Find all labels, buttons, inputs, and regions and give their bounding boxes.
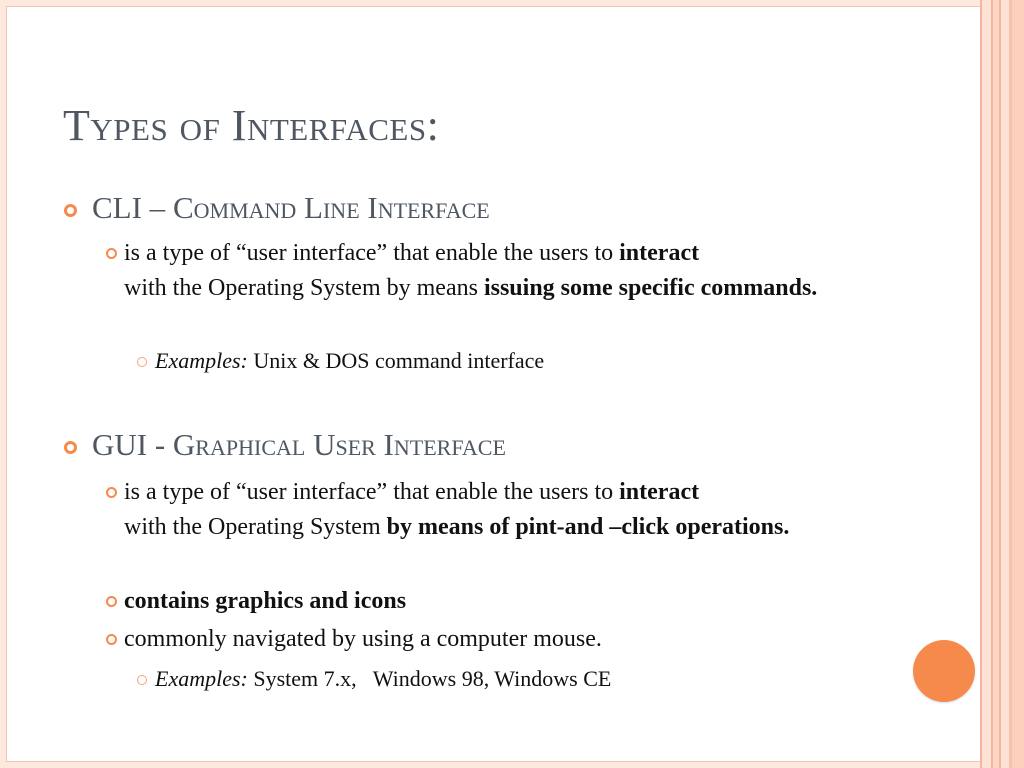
frame-bottom-border (0, 762, 1024, 768)
section-heading-gui (92, 427, 506, 463)
frame-inner-line (6, 761, 982, 762)
section-heading-cli (92, 190, 490, 226)
example-text: Unix & DOS command interface (247, 348, 545, 373)
point-gui-definition (124, 475, 944, 545)
bullet-icon (106, 634, 117, 645)
frame-inner-line (6, 6, 7, 762)
example-gui (155, 666, 611, 692)
section-heading-rest: Command Line Interface (172, 190, 490, 225)
text-run-bold: issuing some specific commands. (483, 275, 818, 301)
example-text: System 7.x, Windows 98, Windows CE (247, 666, 612, 691)
text-run-bold: contains graphics and icons (124, 588, 407, 614)
example-cli (155, 348, 544, 374)
example-label: Examples: (155, 666, 248, 691)
text-run: is a type of “user interface” that enable the users to (124, 240, 620, 266)
slide-title: Types of Interfaces: (63, 101, 440, 150)
frame-inner-line (6, 6, 982, 7)
text-run-bold: interact (619, 479, 700, 505)
point-cli-definition (124, 236, 944, 306)
decorative-side-stripes (980, 0, 1024, 768)
bullet-icon (137, 357, 147, 367)
bullet-icon (106, 487, 117, 498)
text-run-bold: by means of pint-and –click operations. (386, 514, 790, 540)
text-run-bold: interact (619, 240, 700, 266)
section-heading-prefix: CLI – (92, 190, 173, 225)
example-label: Examples: (155, 348, 248, 373)
section-heading-rest: Graphical User Interface (172, 427, 506, 462)
bullet-icon (106, 248, 117, 259)
text-run: with the Operating System by means (124, 275, 484, 301)
bullet-icon (137, 675, 147, 685)
bullet-icon (64, 204, 77, 217)
point-gui-graphics (124, 584, 944, 619)
text-run: commonly navigated by using a computer mouse. (124, 626, 602, 652)
section-heading-prefix: GUI - (92, 427, 173, 462)
bullet-icon (106, 596, 117, 607)
point-gui-mouse (124, 622, 944, 657)
text-run: with the Operating System (124, 514, 387, 540)
text-run: is a type of “user interface” that enable the users to (124, 479, 620, 505)
bullet-icon (64, 441, 77, 454)
